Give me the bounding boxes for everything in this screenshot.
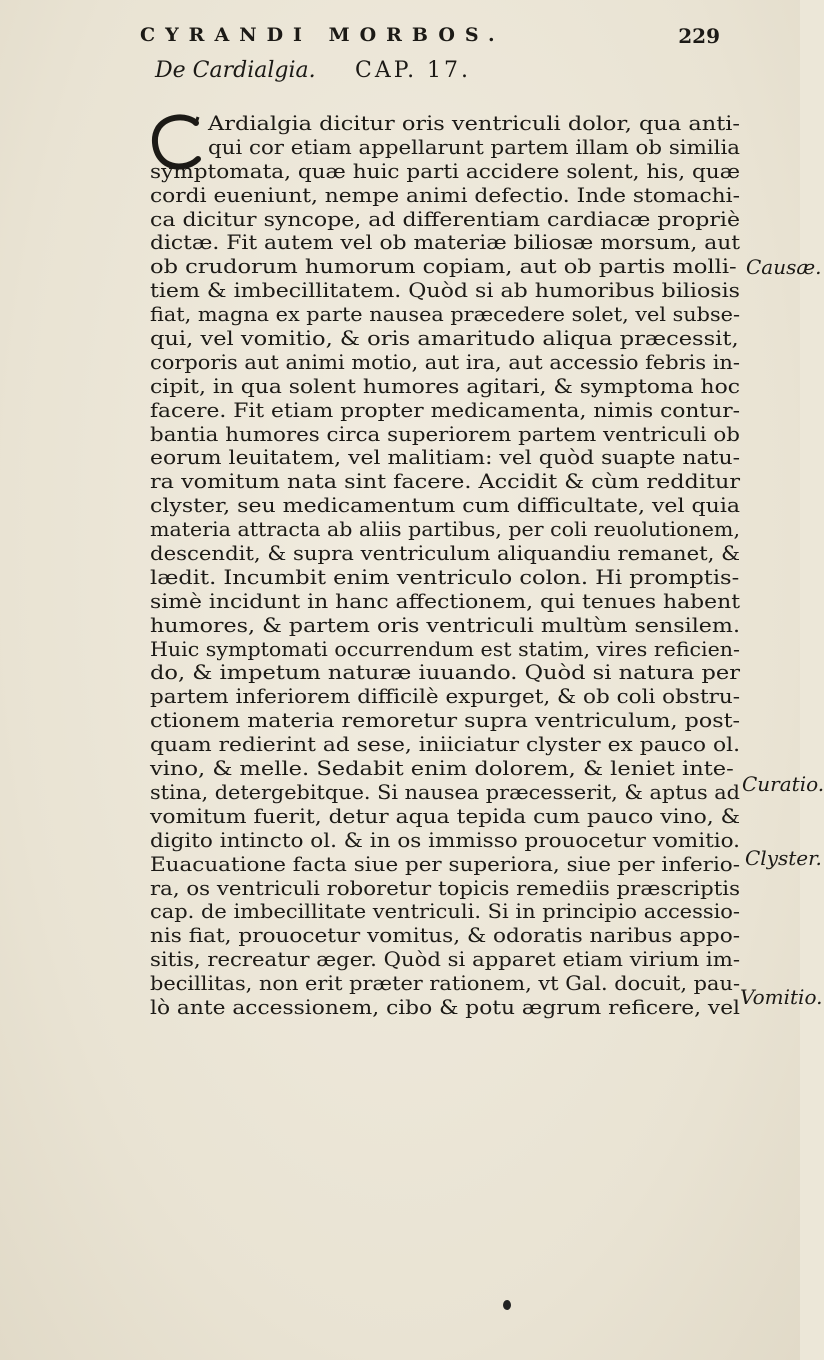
text-line: ctionem materia remoretur supra ventriculum, post-: [150, 709, 740, 733]
text-line: qui cor etiam appellarunt partem illam ob similia: [208, 135, 740, 159]
text-line: corporis aut animi motio, aut ira, aut accessio febris in-: [150, 350, 740, 374]
text-line: ra vomitum nata sint facere. Accidit & cùm redditur: [150, 470, 740, 494]
text-line: partem inferiorem difficilè expurget, & ob coli obstru-: [150, 685, 740, 709]
text-line: do, & impetum naturæ iuuando. Quòd si natura per: [150, 661, 740, 685]
text-line: clyster, seu medicamentum cum difficultate, vel quia: [150, 494, 740, 518]
text-line: symptomata, quæ huic parti accidere solent, his, quæ: [150, 159, 740, 183]
text-line: bantia humores circa superiorem partem ventriculi ob: [150, 422, 740, 446]
text-line: stina, detergebitque. Si nausea præcesserit, & aptus ad: [150, 780, 740, 804]
running-title: CYRANDI MORBOS.: [140, 24, 505, 46]
margin-note-causae: Causæ.: [746, 255, 822, 279]
text-line: cipit, in qua solent humores agitari, & symptoma hoc: [150, 374, 740, 398]
text-line: quam redierint ad sese, iniiciatur clyster ex pauco ol.: [150, 733, 740, 757]
main-text-block: [150, 112, 740, 1020]
text-line: cordi eueniunt, nempe animi defectio. Inde stomachi-: [150, 183, 740, 207]
text-line: descendit, & supra ventriculum aliquandiu remanet, &: [150, 542, 740, 566]
text-line: Euacuatione facta siue per superiora, siue per inferio-: [150, 852, 740, 876]
text-line: tiem & imbecillitatem. Quòd si ab humoribus biliosis: [150, 279, 740, 303]
text-line: qui, vel vomitio, & oris amaritudo aliqua præcessit,: [150, 327, 739, 351]
text-line: nis fiat, prouocetur vomitus, & odoratis naribus appo-: [150, 924, 740, 948]
margin-note-clyster: Clyster.: [745, 846, 822, 870]
chapter-heading: [155, 58, 555, 88]
text-line: Huic symptomati occurrendum est statim, vires reficien-: [150, 637, 740, 661]
page-number: 229: [678, 24, 720, 48]
text-line: materia attracta ab aliis partibus, per coli reuolutionem,: [150, 518, 740, 542]
ink-dot: [503, 1300, 511, 1310]
running-head: [140, 24, 720, 54]
text-line: simè incidunt in hanc affectionem, qui tenues habent: [150, 589, 740, 613]
text-line: Ardialgia dicitur oris ventriculi dolor, qua anti-: [208, 112, 740, 135]
text-line: dictæ. Fit autem vel ob materiæ biliosæ morsum, aut: [150, 231, 740, 255]
text-line: vino, & melle. Sedabit enim dolorem, & leniet inte-: [150, 757, 734, 781]
text-line: lædit. Incumbit enim ventriculo colon. Hi promptis-: [150, 565, 740, 589]
margin-note-curatio: Curatio.: [742, 772, 824, 796]
text-line: vomitum fuerit, detur aqua tepida cum pauco vino, &: [150, 804, 740, 828]
text-line: becillitas, non erit præter rationem, vt Gal. docuit, pau-: [150, 972, 740, 996]
text-line: cap. de imbecillitate ventriculi. Si in principio accessio-: [150, 900, 740, 924]
text-line: lò ante accessionem, cibo & potu ægrum reficere, vel: [150, 995, 740, 1019]
text-line: ca dicitur syncope, ad differentiam cardiacæ propriè: [150, 207, 740, 231]
chapter-number: CAP. 17.: [355, 58, 472, 83]
text-line: sitis, recreatur æger. Quòd si apparet etiam virium im-: [150, 948, 740, 972]
chapter-title: De Cardialgia.: [155, 58, 316, 83]
text-line: humores, & partem oris ventriculi multùm sensilem.: [150, 613, 740, 637]
text-line: digito intincto ol. & in os immisso prouocetur vomitio.: [150, 828, 740, 852]
text-line: fiat, magna ex parte nausea præcedere solet, vel subse-: [150, 303, 740, 327]
text-line: ob crudorum humorum copiam, aut ob partis molli-: [150, 255, 737, 279]
text-line: facere. Fit etiam propter medicamenta, nimis contur-: [150, 398, 740, 422]
text-line: ra, os ventriculi roboretur topicis remediis præscriptis: [150, 876, 740, 900]
text-line: eorum leuitatem, vel malitiam: vel quòd suapte natu-: [150, 446, 740, 470]
margin-note-vomitio: Vomitio.: [740, 985, 823, 1009]
